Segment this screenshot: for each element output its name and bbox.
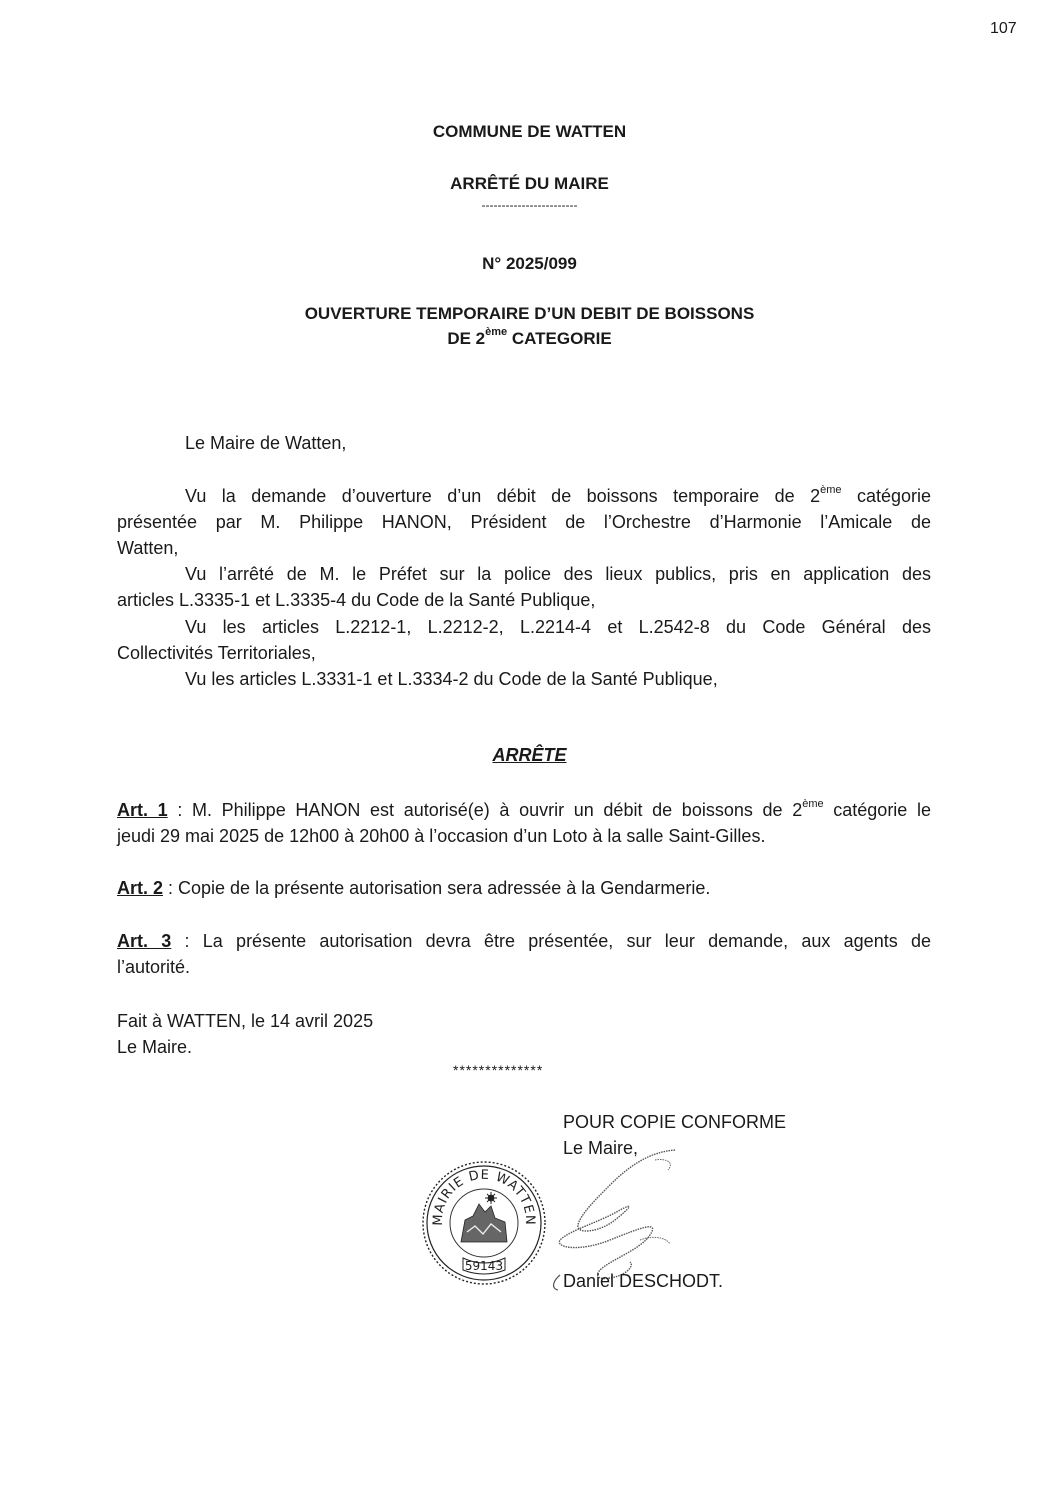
arrete-title: ARRÊTÉ DU MAIRE [450,174,609,193]
subject-line-2-sup: ème [485,326,508,339]
vu2-line-2: articles L.3335-1 et L.3335-4 du Code de la Santé Publique, [117,590,596,610]
article-3-line-2: l’autorité. [117,957,191,977]
article-1-label: Art. 1 [117,800,168,820]
vu1-line-1-pre: Vu la demande d’ouverture d’un débit de boissons temporaire de 2 [185,486,821,506]
salutation: Le Maire de Watten, [185,433,347,453]
article-2-label: Art. 2 [117,878,164,898]
article-1-line-2: jeudi 29 mai 2025 de 12h00 à 20h00 à l’occasion d’un Loto à la salle Saint-Gilles. [117,826,766,846]
article-3-label: Art. 3 [117,931,172,951]
subject-line-2 [0,326,1059,349]
article-3-text: : La présente autorisation devra être présentée, sur leur demande, aux agents de [171,931,931,951]
seal-postal-code: 59143 [464,1259,504,1273]
subject-line-1: OUVERTURE TEMPORAIRE D’UN DEBIT DE BOISSONS [304,304,755,323]
title-separator: ------------------------ [481,198,578,212]
arrete-number: N° 2025/099 [482,254,577,273]
article-1-text-post: catégorie le [823,800,931,820]
stars-separator: ************** [453,1062,544,1078]
vu3-line-2: Collectivités Territoriales, [117,643,316,663]
article-1-line-1 [117,798,931,822]
vu1-line-1-sup: ème [820,484,842,496]
subject-line-2-pre: DE 2 [447,329,486,348]
page-number: 107 [990,20,1017,37]
article-3-line-1 [117,929,931,953]
article-2-line [117,876,931,900]
vu3-line-1: Vu les articles L.2212-1, L.2212-2, L.2214-4 et L.2542-8 du Code Général des [185,617,931,637]
seal-emblem [461,1192,507,1242]
seal-ring-text: MAIRIE DE WATTEN [430,1167,538,1226]
article-1-text-pre: : M. Philippe HANON est autorisé(e) à ouvrir un débit de boissons de 2 [167,800,803,820]
article-1-sup: ème [802,798,824,810]
signatory-name: Daniel DESCHODT. [563,1271,724,1291]
decision-heading [0,745,1059,766]
vu1-line-2: présentée par M. Philippe HANON, Président de l’Orchestre d’Harmonie l’Amicale de [117,512,931,532]
vu1-line-3: Watten, [117,538,179,558]
vu1-line-1-post: catégorie [841,486,931,506]
vu2-line-1: Vu l’arrêté de M. le Préfet sur la police des lieux publics, pris en application des [185,564,931,584]
decision-heading-text: ARRÊTE [492,745,567,765]
place-date: Fait à WATTEN, le 14 avril 2025 [117,1011,374,1031]
copy-mention: POUR COPIE CONFORME [563,1112,787,1132]
subject-line-2-post: CATEGORIE [507,329,612,348]
signatory-role: Le Maire. [117,1037,193,1057]
vu1-line-1 [185,484,931,508]
copy-role: Le Maire, [563,1138,639,1158]
article-2-text: : Copie de la présente autorisation sera adressée à la Gendarmerie. [163,878,711,898]
town-hall-seal [421,1160,547,1286]
commune-title: COMMUNE DE WATTEN [432,122,627,141]
vu4-line-1: Vu les articles L.3331-1 et L.3334-2 du Code de la Santé Publique, [185,669,718,689]
